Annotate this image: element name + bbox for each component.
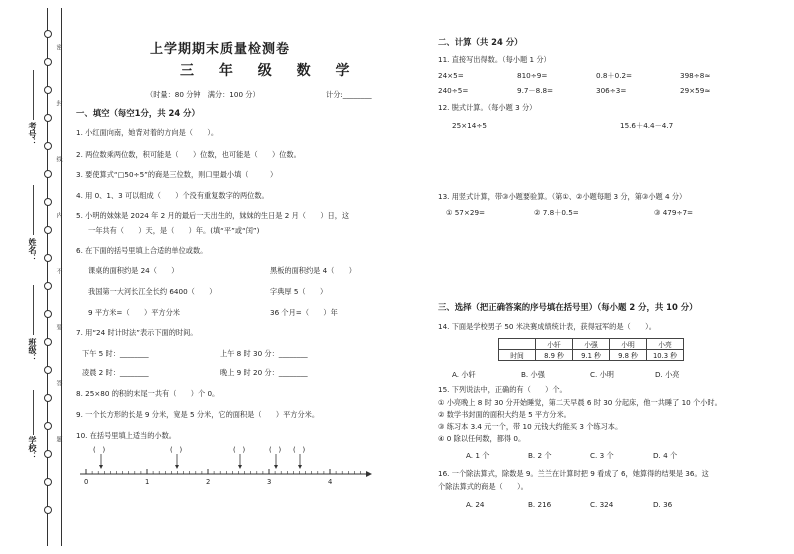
question-16-line2: 个除法算式的商是（ ）。 bbox=[438, 482, 528, 491]
question-8: 8. 25×80 的积的末尾一共有（ ）个 0。 bbox=[76, 389, 220, 398]
tick-label: 3 bbox=[267, 478, 272, 486]
answer-blank[interactable]: ( ) bbox=[170, 446, 183, 454]
table-cell: 10.3 秒 bbox=[647, 350, 684, 361]
table-header-cell: 小强 bbox=[573, 339, 610, 350]
table-header-cell bbox=[499, 339, 536, 350]
option-a: A. 小轩 bbox=[452, 370, 476, 379]
answer-blank[interactable]: ( ) bbox=[233, 446, 246, 454]
calc-r2-c3: 306÷3= bbox=[596, 86, 627, 95]
score-label: 计分:________ bbox=[326, 90, 372, 99]
table-row-label: 时间 bbox=[499, 350, 536, 361]
binding-hole bbox=[44, 506, 52, 514]
label-school: 学校： bbox=[28, 436, 37, 460]
question-6f: 36 个月=（ ）年 bbox=[270, 308, 338, 317]
label-exam-number: 考号： bbox=[28, 122, 37, 146]
calc-r1-c2: 810÷9= bbox=[517, 71, 548, 80]
question-14: 14. 下面是学校男子 50 米决赛成绩统计表，获得冠军的是（ ）。 bbox=[438, 322, 656, 331]
page-subtitle: 三 年 级 数 学 bbox=[180, 63, 360, 79]
question-6c: 我国第一大河长江全长约 6400（ ） bbox=[88, 287, 217, 296]
question-6e: 9 平方米=（ ）平方分米 bbox=[88, 308, 180, 317]
tick-label: 4 bbox=[328, 478, 333, 486]
table-cell: 9.1 秒 bbox=[573, 350, 610, 361]
question-3: 3. 要使算式“□50÷5”的商是三位数，则口里最小填（ ） bbox=[76, 170, 278, 179]
question-13c: ③ 479÷7= bbox=[654, 208, 694, 217]
question-13b: ② 7.8＋0.5= bbox=[534, 208, 579, 217]
question-10: 10. 在括号里填上适当的小数。 bbox=[76, 431, 176, 440]
number-line bbox=[76, 440, 376, 490]
binding-hole bbox=[44, 142, 52, 150]
label-name: 姓名： bbox=[28, 238, 37, 262]
question-6b: 黑板的面积约是 4（ ） bbox=[270, 266, 356, 275]
calc-r1-c4: 398÷8≈ bbox=[680, 71, 711, 80]
section-3-heading: 三、选择（把正确答案的序号填在括号里）（每小题 2 分，共 10 分） bbox=[438, 302, 698, 312]
exam-meta: （时量：80 分钟 满分：100 分） bbox=[146, 90, 260, 99]
table-header-cell: 小轩 bbox=[536, 339, 573, 350]
race-results-table bbox=[498, 338, 684, 361]
statement-2: ② 数学书封面的面积大约是 5 平方分米。 bbox=[438, 410, 571, 419]
pointer-arrowhead bbox=[99, 465, 103, 469]
binding-hole bbox=[44, 310, 52, 318]
calc-r1-c1: 24×5= bbox=[438, 71, 464, 80]
binding-hole bbox=[44, 58, 52, 66]
pointer-arrowhead bbox=[238, 465, 242, 469]
option-a: A. 24 bbox=[466, 500, 485, 509]
binding-hole bbox=[44, 114, 52, 122]
binding-hole bbox=[44, 198, 52, 206]
binding-hole bbox=[44, 30, 52, 38]
option-d: D. 小亮 bbox=[655, 370, 680, 379]
binding-hole bbox=[44, 170, 52, 178]
question-13: 13. 用竖式计算，带③小题要验算。（第①、②小题每题 3 分，第③小题 4 分） bbox=[438, 192, 687, 201]
question-1: 1. 小红面向南，她背对着的方向是（ ）。 bbox=[76, 128, 219, 137]
calc-r2-c1: 240÷5= bbox=[438, 86, 469, 95]
calc-r1-c3: 0.8＋0.2= bbox=[596, 71, 633, 80]
binding-hole bbox=[44, 366, 52, 374]
binding-hole bbox=[44, 450, 52, 458]
question-6d: 字典厚 5（ ） bbox=[270, 287, 328, 296]
option-c: C. 324 bbox=[590, 500, 614, 509]
seal-char: 封 bbox=[55, 100, 62, 106]
table-header-cell: 小明 bbox=[610, 339, 647, 350]
question-13a: ① 57×29= bbox=[446, 208, 486, 217]
question-12: 12. 脱式计算。（每小题 3 分） bbox=[438, 103, 537, 112]
field-underline bbox=[33, 185, 34, 235]
statement-1: ① 小亮晚上 8 时 30 分开始睡觉，第二天早晨 6 时 30 分起床，他一共睡了 10 个小时。 bbox=[438, 398, 722, 407]
question-7c: 凌晨 2 时：________ bbox=[82, 368, 149, 377]
gutter-line-outer bbox=[61, 8, 62, 546]
question-5-line2: 一年共有（ ）天，是（ ）年。(填“平”或“闰”) bbox=[88, 226, 260, 235]
question-6: 6. 在下面的括号里填上合适的单位或数。 bbox=[76, 246, 208, 255]
question-4: 4. 用 0、1、3 可以组成（ ）个没有重复数字的两位数。 bbox=[76, 191, 269, 200]
question-7d: 晚上 9 时 20 分：________ bbox=[220, 368, 308, 377]
pointer-arrowhead bbox=[175, 465, 179, 469]
calc-r2-c4: 29×59≈ bbox=[680, 86, 711, 95]
question-12b: 15.6＋4.4－4.7 bbox=[620, 121, 674, 130]
field-underline bbox=[33, 285, 34, 335]
section-1-heading: 一、填空（每空1分，共 24 分） bbox=[76, 108, 200, 118]
binding-hole bbox=[44, 478, 52, 486]
option-b: B. 小强 bbox=[521, 370, 545, 379]
question-2: 2. 两位数乘两位数，积可能是（ ）位数，也可能是（ ）位数。 bbox=[76, 150, 301, 159]
answer-blank[interactable]: ( ) bbox=[93, 446, 106, 454]
option-c: C. 小明 bbox=[590, 370, 614, 379]
seal-char: 线 bbox=[55, 156, 62, 162]
option-b: B. 216 bbox=[528, 500, 552, 509]
question-7b: 上午 8 时 30 分：________ bbox=[220, 349, 308, 358]
option-b: B. 2 个 bbox=[528, 451, 552, 460]
seal-char: 不 bbox=[55, 268, 62, 274]
table-cell: 9.8 秒 bbox=[610, 350, 647, 361]
option-d: D. 4 个 bbox=[653, 451, 678, 460]
field-underline bbox=[33, 70, 34, 120]
table-header-cell: 小亮 bbox=[647, 339, 684, 350]
answer-blank[interactable]: ( ) bbox=[269, 446, 282, 454]
seal-char: 题 bbox=[55, 436, 62, 442]
binding-hole bbox=[44, 338, 52, 346]
axis-arrow bbox=[366, 471, 372, 477]
binding-hole bbox=[44, 226, 52, 234]
page-title: 上学期期末质量检测卷 bbox=[150, 42, 291, 57]
label-class: 班级： bbox=[28, 338, 37, 362]
statement-4: ④ 0 除以任何数，都得 0。 bbox=[438, 434, 526, 443]
tick-label: 1 bbox=[145, 478, 150, 486]
question-7: 7. 用“24 时计时法”表示下面的时间。 bbox=[76, 328, 198, 337]
question-12a: 25×14÷5 bbox=[452, 121, 487, 130]
option-c: C. 3 个 bbox=[590, 451, 614, 460]
binding-hole bbox=[44, 86, 52, 94]
question-15: 15. 下列说法中，正确的有（ ）个。 bbox=[438, 385, 567, 394]
question-11: 11. 直接写出得数。（每小题 1 分） bbox=[438, 55, 551, 64]
option-a: A. 1 个 bbox=[466, 451, 490, 460]
tick-label: 2 bbox=[206, 478, 211, 486]
question-9: 9. 一个长方形的长是 9 分米，宽是 5 分米，它的面积是（ ）平方分米。 bbox=[76, 410, 320, 419]
seal-char: 内 bbox=[55, 212, 62, 218]
answer-blank[interactable]: ( ) bbox=[293, 446, 306, 454]
pointer-arrowhead bbox=[274, 465, 278, 469]
option-d: D. 36 bbox=[653, 500, 673, 509]
question-6a: 课桌的面积约是 24（ ） bbox=[88, 266, 179, 275]
binding-hole bbox=[44, 254, 52, 262]
table-cell: 8.9 秒 bbox=[536, 350, 573, 361]
seal-char: 密 bbox=[55, 44, 62, 50]
seal-char: 要 bbox=[55, 324, 62, 330]
question-16-line1: 16. 一个除法算式，除数是 9。兰兰在计算时把 9 看成了 6，她算得的结果是 36。这 bbox=[438, 469, 709, 478]
statement-3: ③ 练习本 3.4 元一个，带 10 元钱大约能买 3 个练习本。 bbox=[438, 422, 623, 431]
binding-hole bbox=[44, 422, 52, 430]
question-5-line1: 5. 小明的妹妹是 2024 年 2 月的最后一天出生的，妹妹的生日是 2 月（ ）日，这 bbox=[76, 211, 350, 220]
seal-char: 答 bbox=[55, 380, 62, 386]
binding-hole bbox=[44, 394, 52, 402]
field-underline bbox=[33, 390, 34, 435]
section-2-heading: 二、计算（共 24 分） bbox=[438, 37, 523, 47]
question-7a: 下午 5 时：________ bbox=[82, 349, 149, 358]
tick-label: 0 bbox=[84, 478, 89, 486]
pointer-arrowhead bbox=[298, 465, 302, 469]
calc-r2-c2: 9.7－8.8= bbox=[517, 86, 554, 95]
binding-hole bbox=[44, 282, 52, 290]
binding-gutter bbox=[0, 0, 64, 554]
